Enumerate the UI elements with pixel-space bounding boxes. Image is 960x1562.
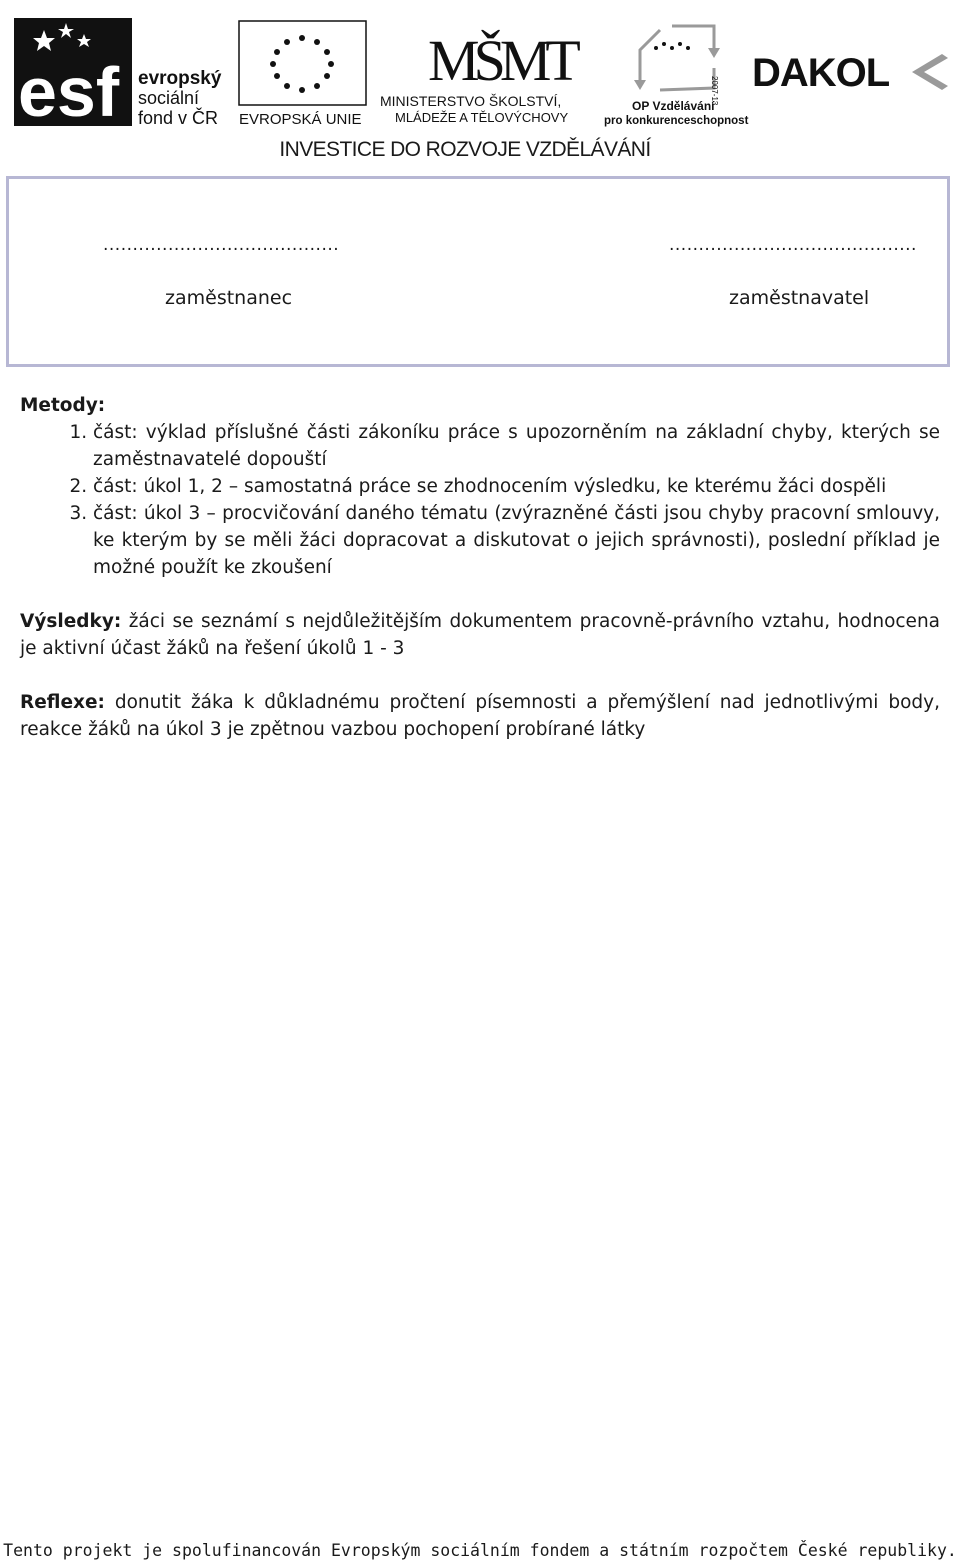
- reflection-paragraph: [20, 689, 940, 743]
- opvk-line2: pro konkurenceschopnost: [604, 115, 749, 127]
- methods-title: Metody:: [20, 395, 106, 416]
- list-item: 3. část: úkol 3 – procvičování daného tématu (zvýrazněné části jsou chyby pracovní smlouvy, ke kterým by se měli žáci dopracovat a diskutovat o jejich správnosti), poslední příklad je možné použít ke zkoušení: [93, 500, 940, 581]
- signature-label-employer: zaměstnavatel: [729, 287, 870, 309]
- msmt-line2: MLÁDEŽE A TĚLOVÝCHOVY: [395, 110, 569, 125]
- opvk-logo: [600, 18, 750, 128]
- methods-list: [20, 419, 940, 581]
- results-title: Výsledky:: [20, 611, 122, 632]
- esf-line3: fond v ČR: [138, 108, 219, 128]
- esf-logo: [14, 18, 234, 128]
- eu-logo: [238, 20, 368, 128]
- esf-line1: evropský: [138, 68, 222, 89]
- tagline: INVESTICE DO ROZVOJE VZDĚLÁVÁNÍ: [279, 138, 651, 161]
- signature-line-employee: ........................................: [103, 235, 340, 255]
- reflection-title: Reflexe:: [20, 692, 105, 713]
- results-paragraph: [20, 608, 940, 662]
- signature-label-employee: zaměstnanec: [165, 287, 293, 309]
- list-item: 2. část: úkol 1, 2 – samostatná práce se zhodnocením výsledku, ke kterému žáci dospěli: [93, 473, 940, 500]
- signature-line-employer: ..........................................: [669, 235, 917, 255]
- results-text: žáci se seznámí s nejdůležitějším dokumentem pracovně-právního vztahu, hodnocena je aktivní účast žáků na řešení úkolů 1 - 3: [20, 611, 940, 659]
- opvk-badge: 2007-13: [710, 76, 719, 106]
- dakol-logo: [752, 48, 948, 96]
- document-body: [20, 392, 940, 743]
- opvk-line1: OP Vzdělávání: [632, 99, 715, 113]
- dakol-chevron-icon: [912, 54, 948, 90]
- dakol-mark: DAKOL: [752, 51, 890, 95]
- logo-strip: [0, 0, 960, 135]
- footer-note: Tento projekt je spolufinancován Evropským sociálním fondem a státním rozpočtem České republiky.: [3, 1541, 957, 1560]
- list-item: 1. část: výklad příslušné části zákoníku práce s upozorněním na základní chyby, kterých se zaměstnavatelé dopouští: [93, 419, 940, 473]
- msmt-line1: MINISTERSTVO ŠKOLSTVÍ,: [380, 93, 562, 109]
- msmt-mark: MŠMT: [428, 28, 575, 93]
- esf-line2: sociální: [138, 88, 200, 108]
- reflection-text: donutit žáka k důkladnému pročtení písemnosti a přemýšlení nad jednotlivými body, reakce žáků na úkol 3 je zpětnou vazbou pochopení probírané látky: [20, 692, 940, 740]
- opvk-arrows-icon: [640, 26, 714, 90]
- signature-box: [6, 176, 950, 367]
- eu-label: EVROPSKÁ UNIE: [239, 111, 362, 128]
- msmt-logo: [378, 18, 594, 128]
- esf-mark: esf: [18, 53, 120, 128]
